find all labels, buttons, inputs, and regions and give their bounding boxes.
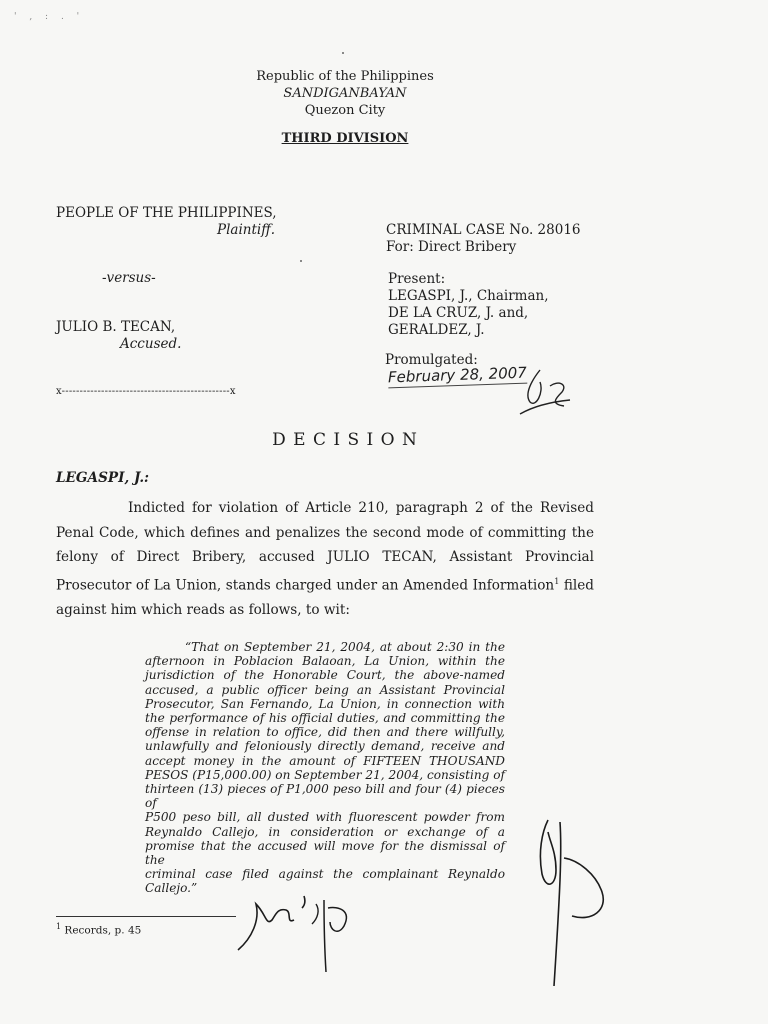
margin-initials-signature bbox=[520, 812, 610, 992]
quote-line: afternoon in Poblacion Balaoan, La Union, within the bbox=[145, 654, 505, 669]
footnote-rule bbox=[56, 916, 236, 917]
footnote-reference[interactable]: 1 bbox=[554, 576, 560, 586]
quote-line: accused, a public officer being an Assistant Provincial bbox=[145, 682, 505, 697]
plaintiff-name: PEOPLE OF THE PHILIPPINES, bbox=[56, 205, 277, 221]
accused-name: JULIO B. TECAN, bbox=[56, 319, 176, 335]
footnote-marker: 1 bbox=[56, 922, 62, 931]
city-line: Quezon City bbox=[304, 103, 386, 118]
quote-line: the performance of his official duties, and committing the bbox=[145, 711, 505, 726]
plaintiff-role: Plaintiff. bbox=[217, 222, 276, 238]
quote-line: promise that the accused will move for the dismissal of the bbox=[145, 838, 505, 868]
footnote-text: Records, p. 45 bbox=[61, 924, 142, 937]
quote-line: thirteen (13) pieces of P1,000 peso bill and four (4) pieces of bbox=[145, 782, 505, 811]
promulgated-date: February 28, 2007 bbox=[387, 363, 528, 387]
case-number: CRIMINAL CASE No. 28016 bbox=[386, 222, 581, 238]
quote-line: jurisdiction of the Honorable Court, the above-named bbox=[145, 668, 505, 683]
promulgated-label: Promulgated: bbox=[385, 352, 478, 368]
present-label: Present: bbox=[388, 271, 446, 287]
information-quote bbox=[145, 640, 505, 896]
quote-line: PESOS (P15,000.00) on September 21, 2004, consisting of bbox=[145, 767, 505, 782]
accused-role: Accused. bbox=[120, 336, 182, 352]
republic-line: Republic of the Philippines bbox=[256, 69, 434, 84]
quote-line: P500 peso bill, all dusted with fluorescent powder from bbox=[145, 810, 505, 825]
quote-line: Callejo.” bbox=[145, 881, 198, 896]
quote-line: accept money in the amount of FIFTEEN THOUSAND bbox=[145, 753, 505, 768]
present-justice-1: LEGASPI, J., Chairman, bbox=[388, 288, 549, 304]
scan-specks: ' , : . ' bbox=[14, 12, 85, 22]
case-offense: For: Direct Bribery bbox=[386, 239, 517, 255]
bottom-signature bbox=[220, 880, 390, 980]
opening-text-part1: Indicted for violation of Article 210, paragraph 2 of the Revised Penal Code, which defines and penalizes the second mode of committing the felony of Direct Bribery, accused JULIO TECAN, Assistant Provincial Prosecutor of La Union, stands charged under an Amended Information bbox=[56, 500, 594, 594]
present-justice-2: DE LA CRUZ, J. and, bbox=[388, 305, 529, 321]
opening-paragraph bbox=[56, 496, 594, 622]
quote-line: “That on September 21, 2004, at about 2:30 in the bbox=[185, 640, 505, 654]
quote-line: Reynaldo Callejo, in consideration or exchange of a bbox=[145, 824, 505, 839]
division-title: THIRD DIVISION bbox=[281, 131, 409, 146]
promulgation-initials-signature bbox=[510, 362, 580, 422]
caption-separator: x-----------------------------------------------x bbox=[56, 386, 236, 397]
ponente-line: LEGASPI, J.: bbox=[56, 470, 150, 486]
versus-label: -versus- bbox=[102, 270, 156, 286]
quote-line: unlawfully and feloniously directly demand, receive and bbox=[145, 739, 505, 754]
opening-text-part2: filed against him which reads as follows, to wit: bbox=[56, 577, 595, 618]
quote-line: Prosecutor, San Fernando, La Union, in connection with bbox=[145, 696, 505, 711]
court-header bbox=[200, 68, 490, 119]
court-name: SANDIGANBAYAN bbox=[283, 86, 407, 101]
scan-dot bbox=[300, 260, 302, 262]
footnote bbox=[56, 922, 141, 937]
quote-line: offense in relation to office, did then and there willfully, bbox=[145, 725, 505, 740]
quote-line: criminal case filed against the complainant Reynaldo bbox=[145, 867, 505, 882]
present-justice-3: GERALDEZ, J. bbox=[388, 322, 485, 338]
decision-title: D E C I S I O N bbox=[272, 430, 418, 450]
scan-dot bbox=[342, 52, 344, 54]
